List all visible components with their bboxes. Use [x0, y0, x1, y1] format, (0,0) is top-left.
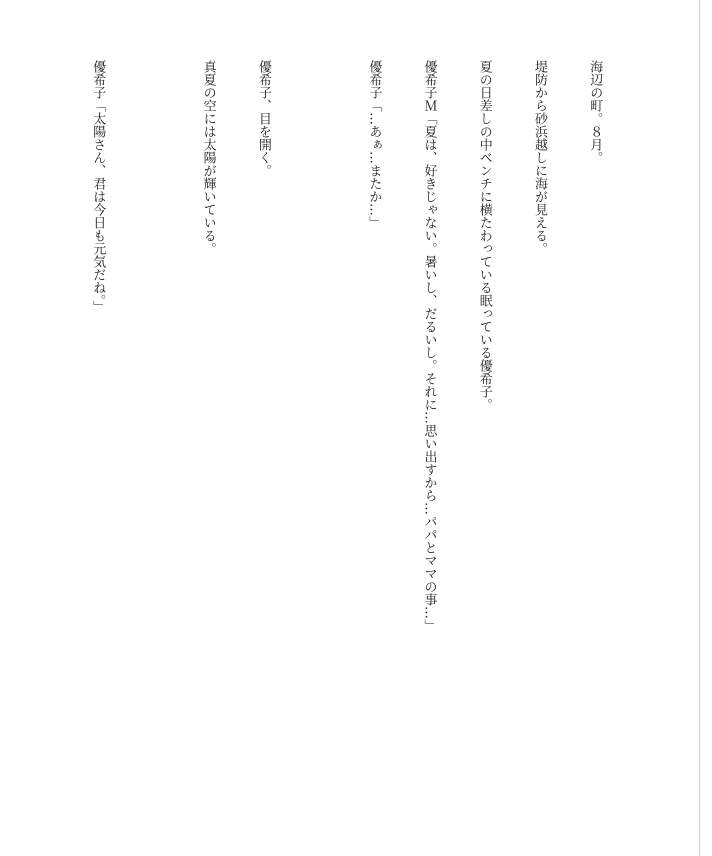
script-line: 堤防から砂浜越しに海が見える。 [531, 60, 547, 255]
blank-line [309, 60, 327, 820]
script-body [0, 60, 640, 820]
script-line: 優希子「…あぁ…またか…」 [366, 60, 382, 229]
script-line: 優希子、目を開く。 [255, 60, 271, 177]
page-edge-divider [699, 0, 700, 856]
script-line: 海辺の町。８月。 [587, 60, 603, 164]
script-line: 優希子Ｍ「夏は、好きじゃない。暑いし、だるいし。それに…思い出すから…パパとママの事…」 [421, 60, 437, 632]
script-line: 夏の日差しの中ベンチに横たわっている眠っている優希子。 [476, 60, 492, 411]
blank-line [143, 60, 161, 820]
script-line: 優希子「太陽さん、君は今日も元気だね。」 [90, 60, 106, 314]
blank-line [33, 60, 51, 820]
script-line: 真夏の空には太陽が輝いている。 [200, 60, 216, 255]
